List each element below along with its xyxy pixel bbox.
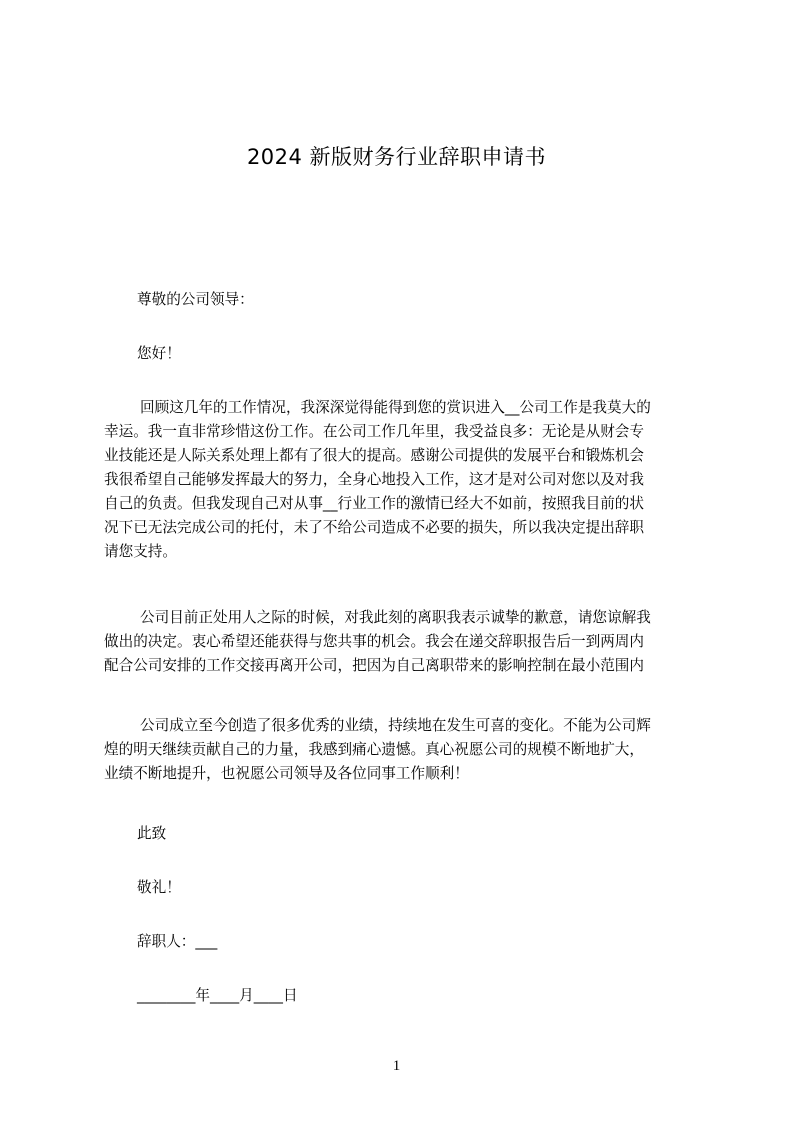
paragraph-line: 况下已无法完成公司的托付，未了不给公司造成不必要的损失，所以我决定提出辞职 (104, 519, 644, 536)
paragraph-line: 公司成立至今创造了很多优秀的业绩，持续地在发生可喜的变化。不能为公司辉 (140, 717, 651, 734)
date-line: ________年____月____日 (137, 987, 298, 1004)
paragraph-line: 煌的明天继续贡献自己的力量，我感到痛心遗憾。真心祝愿公司的规模不断地扩大， (104, 741, 644, 758)
paragraph-2 (104, 606, 700, 678)
paragraph-line: 业技能还是人际关系处理上都有了很大的提高。感谢公司提供的发展平台和锻炼机会 (104, 447, 644, 464)
paragraph-line: 幸运。我一直非常珍惜这份工作。在公司工作几年里，我受益良多：无论是从财会专 (104, 423, 644, 440)
paragraph-line: 业绩不断地提升，也祝愿公司领导及各位同事工作顺利！ (104, 765, 469, 782)
paragraph-line: 做出的决定。衷心希望还能获得与您共事的机会。我会在递交辞职报告后一到两周内 (104, 633, 644, 650)
paragraph-line: 配合公司安排的工作交接再离开公司，把因为自己离职带来的影响控制在最小范围内 (104, 657, 644, 674)
paragraph-line: 我很希望自己能够发挥最大的努力，全身心地投入工作，这才是对公司对您以及对我 (104, 471, 644, 488)
greeting: 您好！ (137, 345, 181, 362)
closing-line-2: 敬礼！ (137, 879, 181, 896)
signature-line: 辞职人：___ (137, 933, 218, 950)
closing-line-1: 此致 (137, 825, 167, 842)
salutation: 尊敬的公司领导： (137, 291, 254, 308)
paragraph-line: 请您支持。 (104, 543, 177, 560)
paragraph-line: 公司目前正处用人之际的时候，对我此刻的离职我表示诚挚的歉意，请您谅解我 (140, 609, 651, 626)
paragraph-line: 自己的负责。但我发现自己对从事__行业工作的激情已经大不如前，按照我目前的状 (104, 495, 644, 512)
page-number: 1 (392, 1058, 401, 1074)
paragraph-1 (104, 396, 700, 564)
paragraph-line: 回顾这几年的工作情况，我深深觉得能得到您的赏识进入__公司工作是我莫大的 (140, 399, 651, 416)
document-title: 2024 新版财务行业辞职申请书 (246, 145, 547, 169)
paragraph-3 (104, 714, 700, 786)
